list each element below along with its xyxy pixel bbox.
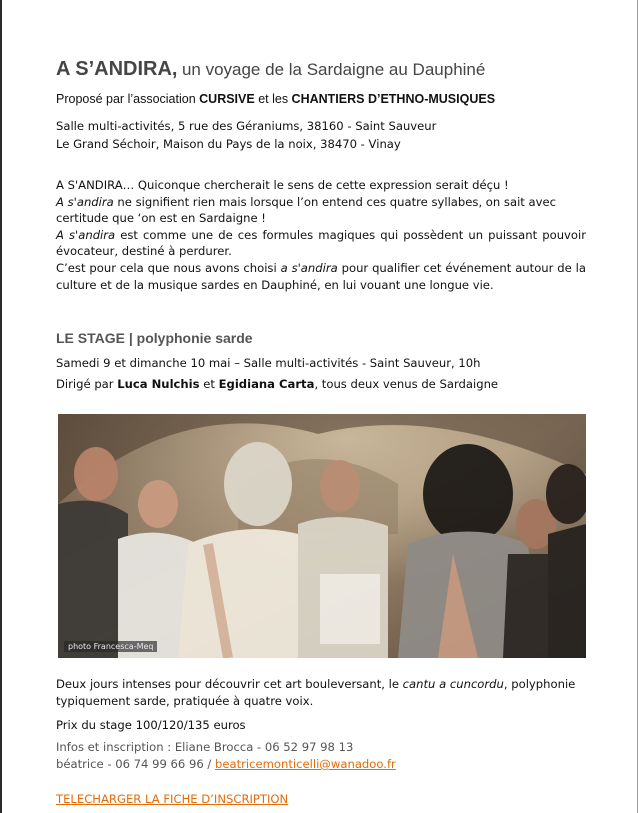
teachers-prefix: Dirigé par: [56, 377, 118, 391]
stage-teachers: [56, 377, 498, 391]
contact-info: [56, 739, 396, 773]
intro-p3-italic: A s'andira: [56, 227, 116, 242]
email-link[interactable]: beatricemonticelli@wanadoo.fr: [214, 757, 396, 771]
stage-heading: LE STAGE | polyphonie sarde: [56, 330, 253, 346]
stage-description: [56, 676, 586, 709]
teachers-and: et: [199, 377, 219, 391]
venue-addresses: [56, 117, 436, 153]
intro-p4-start: C’est pour cela que nous avons choisi: [56, 260, 281, 275]
title-subtitle: un voyage de la Sardaigne au Dauphiné: [181, 60, 486, 79]
intro-paragraph-1: A S'ANDIRA… Quiconque chercherait le sens de cette expression serait déçu !: [56, 178, 509, 192]
organizer-cursive: CURSIVE: [199, 92, 255, 106]
organizers-line: [56, 92, 495, 106]
intro-paragraph-3: [56, 227, 586, 260]
intro-p2-text: ne signifient rien mais lorsque l’on entend ces quatre syllabes, on sait avec certitude que ‘on est en Sardaigne !: [56, 194, 557, 226]
contact-line-2: [56, 756, 396, 773]
teachers-suffix: , tous deux venus de Sardaigne: [314, 377, 499, 391]
title-main: A S’ANDIRA,: [56, 58, 178, 80]
contact-line-1: Infos et inscription : Eliane Brocca - 06 52 97 98 13: [56, 740, 354, 754]
description-italic: cantu a cuncordu: [402, 677, 504, 691]
contact-line-2-text: béatrice - 06 74 99 66 96 /: [56, 757, 215, 771]
intro-paragraph-4: [56, 260, 586, 293]
intro-p3-text: est comme une de ces formules magiques qui possèdent un puissant pouvoir évocateur, destiné à perdurer.: [56, 227, 587, 259]
stage-price: Prix du stage 100/120/135 euros: [56, 718, 246, 732]
download-registration-link[interactable]: TELECHARGER LA FICHE D’INSCRIPTION: [56, 792, 289, 806]
organizers-middle: et les: [254, 92, 292, 106]
teacher-luca: Luca Nulchis: [117, 377, 200, 391]
teacher-egidiana: Egidiana Carta: [218, 377, 315, 391]
page-title: [56, 58, 485, 81]
organizer-chantiers: CHANTIERS D’ETHNO-MUSIQUES: [291, 92, 496, 106]
stage-dates: Samedi 9 et dimanche 10 mai – Salle multi-activités - Saint Sauveur, 10h: [56, 356, 481, 370]
workshop-photo: [58, 414, 586, 658]
address-line-1: Salle multi-activités, 5 rue des Géraniums, 38160 - Saint Sauveur: [56, 119, 437, 133]
photo-credit: photo Francesca-Meq: [64, 641, 157, 652]
description-start: Deux jours intenses pour découvrir cet art bouleversant, le: [56, 677, 403, 691]
organizers-prefix: Proposé par l’association: [56, 92, 200, 106]
intro-p4-text: pour qualifier cet événement autour de la culture et de la musique sardes en Dauphiné, en lui vouant une longue vie.: [56, 260, 587, 292]
description-rest: , polyphonie typiquement sarde, pratiquée à quatre voix.: [56, 677, 576, 708]
intro-p4-italic: a s'andira: [280, 260, 338, 275]
page-border-left: [0, 0, 2, 813]
workshop-photo-illustration: [58, 414, 586, 658]
address-line-2: Le Grand Séchoir, Maison du Pays de la noix, 38470 - Vinay: [56, 137, 401, 151]
intro-paragraph-2: [56, 194, 586, 227]
intro-text: [56, 177, 586, 293]
intro-p2-italic: A s'andira: [56, 194, 114, 209]
